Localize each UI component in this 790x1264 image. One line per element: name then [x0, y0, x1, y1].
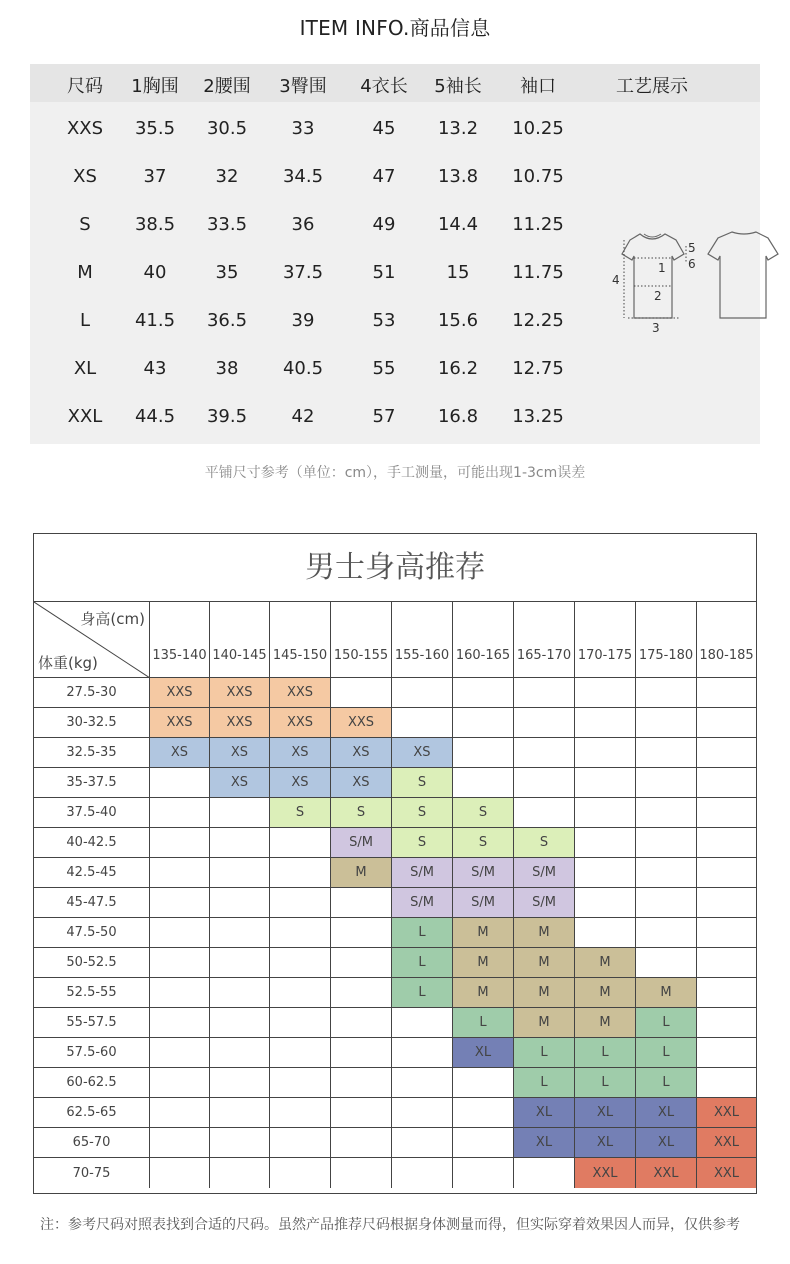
size-recommend-cell: [697, 1038, 756, 1068]
size-cell: 53: [372, 310, 396, 331]
size-recommend-cell: XL: [514, 1098, 575, 1128]
size-header-cell: 3臀围: [279, 76, 327, 97]
size-recommend-cell: [392, 1098, 453, 1128]
size-recommend-cell: [575, 738, 636, 768]
size-recommend-cell: [210, 828, 270, 858]
size-cell: 12.75: [512, 358, 564, 379]
size-recommend-cell: [150, 1038, 210, 1068]
size-recommend-cell: [210, 1008, 270, 1038]
size-recommend-cell: L: [636, 1008, 697, 1038]
size-recommend-cell: M: [453, 948, 514, 978]
size-cell: XXS: [66, 118, 104, 139]
height-header: 180-185: [697, 602, 756, 678]
diagram-label-4: 4: [612, 273, 620, 287]
weight-label: 27.5-30: [34, 678, 150, 708]
size-cell: 14.4: [437, 214, 479, 235]
size-recommend-cell: [331, 978, 392, 1008]
size-recommend-cell: [210, 918, 270, 948]
size-recommend-cell: [575, 768, 636, 798]
weight-label: 47.5-50: [34, 918, 150, 948]
size-recommend-cell: [150, 888, 210, 918]
size-recommend-cell: [514, 768, 575, 798]
height-header: 170-175: [575, 602, 636, 678]
size-recommend-cell: M: [575, 1008, 636, 1038]
diagram-label-3: 3: [652, 321, 660, 334]
size-recommend-cell: XS: [270, 768, 331, 798]
size-recommend-cell: [331, 1008, 392, 1038]
height-header: 150-155: [331, 602, 392, 678]
size-recommend-cell: [453, 1128, 514, 1158]
size-recommend-cell: [636, 738, 697, 768]
size-recommend-cell: [210, 1128, 270, 1158]
size-recommend-cell: [210, 888, 270, 918]
size-recommend-cell: XS: [150, 738, 210, 768]
weight-label: 62.5-65: [34, 1098, 150, 1128]
size-recommend-cell: [331, 1038, 392, 1068]
size-recommend-cell: [331, 1068, 392, 1098]
size-recommend-cell: [210, 858, 270, 888]
size-cell: 39.5: [206, 406, 248, 427]
size-recommend-cell: S: [514, 828, 575, 858]
size-recommend-cell: [636, 858, 697, 888]
size-header-cell: 尺码: [67, 76, 103, 97]
size-cell: 37.5: [282, 262, 324, 283]
size-recommend-cell: [636, 918, 697, 948]
weight-label: 57.5-60: [34, 1038, 150, 1068]
size-recommend-cell: L: [575, 1068, 636, 1098]
weight-label: 42.5-45: [34, 858, 150, 888]
size-recommend-cell: [270, 828, 331, 858]
weight-label: 50-52.5: [34, 948, 150, 978]
size-cell: M: [77, 262, 93, 283]
weight-label: 30-32.5: [34, 708, 150, 738]
size-recommend-cell: [636, 768, 697, 798]
size-recommend-cell: [453, 1098, 514, 1128]
size-recommend-cell: [270, 1158, 331, 1188]
size-recommend-cell: [150, 828, 210, 858]
size-cell: 51: [372, 262, 396, 283]
size-recommend-cell: [636, 948, 697, 978]
size-cell: 33.5: [206, 214, 248, 235]
size-recommend-cell: XL: [453, 1038, 514, 1068]
size-recommend-cell: S/M: [453, 858, 514, 888]
size-recommend-cell: [697, 768, 756, 798]
size-recommend-cell: [697, 918, 756, 948]
size-recommend-cell: XL: [514, 1128, 575, 1158]
size-recommend-cell: [453, 738, 514, 768]
size-recommend-cell: L: [514, 1038, 575, 1068]
weight-label: 70-75: [34, 1158, 150, 1188]
size-recommend-cell: [150, 948, 210, 978]
size-cell: 16.2: [437, 358, 479, 379]
height-header: 140-145: [210, 602, 270, 678]
size-recommend-cell: [697, 1008, 756, 1038]
corner-cell: [34, 602, 150, 678]
size-recommend-cell: [150, 1098, 210, 1128]
weight-label: 45-47.5: [34, 888, 150, 918]
size-cell: S: [79, 214, 91, 235]
size-cell: 36: [291, 214, 315, 235]
size-recommend-cell: [636, 798, 697, 828]
size-recommend-cell: XXL: [697, 1098, 756, 1128]
height-header: 175-180: [636, 602, 697, 678]
size-cell: 47: [372, 166, 396, 187]
size-recommend-cell: [392, 708, 453, 738]
height-header: 145-150: [270, 602, 331, 678]
size-cell: 11.75: [512, 262, 564, 283]
size-recommend-cell: [270, 978, 331, 1008]
size-recommend-cell: S/M: [514, 858, 575, 888]
size-recommend-cell: S/M: [392, 858, 453, 888]
size-cell: 57: [372, 406, 396, 427]
size-recommend-cell: [392, 1068, 453, 1098]
size-recommend-cell: S: [392, 768, 453, 798]
size-recommend-cell: L: [514, 1068, 575, 1098]
size-recommend-cell: [697, 1068, 756, 1098]
size-cell: 36.5: [206, 310, 248, 331]
size-recommend-cell: [453, 1158, 514, 1188]
size-recommend-cell: L: [392, 948, 453, 978]
size-recommend-cell: [514, 798, 575, 828]
size-recommend-cell: [331, 1128, 392, 1158]
size-recommend-cell: [636, 678, 697, 708]
corner-height-label: 身高(cm): [80, 610, 145, 628]
size-cell: 33: [291, 118, 315, 139]
size-recommend-cell: [575, 888, 636, 918]
weight-label: 40-42.5: [34, 828, 150, 858]
size-recommend-cell: [697, 678, 756, 708]
size-recommend-cell: [270, 948, 331, 978]
size-recommend-cell: [270, 858, 331, 888]
size-recommend-cell: [697, 708, 756, 738]
size-recommend-cell: [575, 678, 636, 708]
size-recommend-cell: [150, 768, 210, 798]
size-cell: 37: [143, 166, 167, 187]
size-recommend-cell: S: [331, 798, 392, 828]
size-recommend-cell: [392, 1128, 453, 1158]
size-recommend-cell: [697, 858, 756, 888]
size-recommend-cell: [150, 1128, 210, 1158]
size-recommend-cell: [697, 798, 756, 828]
size-cell: 41.5: [134, 310, 176, 331]
bottom-note: 注：参考尺码对照表找到合适的尺码。虽然产品推荐尺码根据身体测量而得，但实际穿着效果因人而异，仅供参考: [40, 1217, 740, 1233]
size-recommend-cell: [575, 918, 636, 948]
height-header: 135-140: [150, 602, 210, 678]
size-recommend-cell: [331, 888, 392, 918]
size-recommend-cell: XXL: [697, 1158, 756, 1188]
size-recommend-cell: M: [575, 978, 636, 1008]
size-recommend-cell: M: [514, 1008, 575, 1038]
size-recommend-cell: S: [453, 828, 514, 858]
size-recommend-cell: [331, 948, 392, 978]
size-recommend-cell: [210, 1038, 270, 1068]
size-recommend-cell: [697, 888, 756, 918]
size-recommend-cell: [697, 948, 756, 978]
diagram-label-5: 5: [688, 241, 696, 255]
size-recommend-cell: XS: [331, 738, 392, 768]
size-recommend-cell: S/M: [514, 888, 575, 918]
height-header: 160-165: [453, 602, 514, 678]
size-recommend-cell: [514, 1158, 575, 1188]
size-cell: 42: [291, 406, 315, 427]
size-recommend-cell: XS: [270, 738, 331, 768]
size-recommend-cell: [150, 1068, 210, 1098]
size-recommend-cell: [270, 888, 331, 918]
size-recommend-cell: [697, 978, 756, 1008]
size-recommend-cell: [331, 678, 392, 708]
size-recommend-cell: [636, 828, 697, 858]
size-recommend-cell: [453, 678, 514, 708]
page-title: ITEM INFO.商品信息: [299, 16, 491, 40]
size-cell: 40.5: [282, 358, 324, 379]
size-recommend-cell: XL: [575, 1128, 636, 1158]
size-recommend-cell: M: [331, 858, 392, 888]
size-cell: 38.5: [134, 214, 176, 235]
size-recommend-cell: S/M: [453, 888, 514, 918]
size-recommend-cell: XS: [392, 738, 453, 768]
size-recommend-cell: [210, 798, 270, 828]
size-cell: 35.5: [134, 118, 176, 139]
size-recommend-cell: XXL: [636, 1158, 697, 1188]
size-cell: 13.2: [437, 118, 479, 139]
size-cell: 15: [446, 262, 470, 283]
weight-label: 32.5-35: [34, 738, 150, 768]
height-recommend-table: [33, 533, 757, 1194]
size-recommend-cell: XL: [636, 1128, 697, 1158]
size-recommend-cell: [331, 1098, 392, 1128]
size-recommend-cell: [575, 858, 636, 888]
size-recommend-cell: M: [575, 948, 636, 978]
size-recommend-cell: XS: [331, 768, 392, 798]
size-cell: 13.8: [437, 166, 479, 187]
weight-label: 65-70: [34, 1128, 150, 1158]
size-recommend-cell: M: [453, 918, 514, 948]
size-header-cell: 4衣长: [360, 76, 408, 97]
size-recommend-cell: XXL: [697, 1128, 756, 1158]
size-cell: 30.5: [206, 118, 248, 139]
size-cell: XS: [73, 166, 97, 187]
size-recommend-cell: [270, 1008, 331, 1038]
size-recommend-cell: [636, 888, 697, 918]
size-recommend-cell: S: [392, 798, 453, 828]
size-cell: 49: [372, 214, 396, 235]
size-recommend-cell: [392, 1038, 453, 1068]
size-recommend-cell: [210, 1098, 270, 1128]
size-cell: L: [79, 310, 91, 331]
size-recommend-cell: S: [392, 828, 453, 858]
size-recommend-cell: [210, 948, 270, 978]
size-recommend-cell: [150, 858, 210, 888]
size-recommend-cell: [575, 708, 636, 738]
size-recommend-cell: [575, 828, 636, 858]
weight-label: 55-57.5: [34, 1008, 150, 1038]
size-cell: XL: [73, 358, 97, 379]
size-recommend-cell: [270, 1068, 331, 1098]
weight-label: 60-62.5: [34, 1068, 150, 1098]
size-header-cell: 工艺展示: [616, 76, 688, 97]
size-recommend-cell: S/M: [331, 828, 392, 858]
size-recommend-cell: L: [392, 918, 453, 948]
tshirt-diagram-icon: [610, 214, 790, 334]
size-recommend-cell: M: [514, 948, 575, 978]
size-recommend-cell: L: [392, 978, 453, 1008]
recommend-title: 男士身高推荐: [34, 534, 756, 602]
size-recommend-cell: M: [636, 978, 697, 1008]
size-recommend-cell: XXS: [150, 708, 210, 738]
size-table: [30, 64, 760, 444]
size-recommend-cell: [453, 768, 514, 798]
size-cell: 10.75: [512, 166, 564, 187]
size-recommend-cell: [150, 978, 210, 1008]
size-recommend-cell: [331, 1158, 392, 1188]
size-recommend-cell: XXS: [331, 708, 392, 738]
size-recommend-cell: [514, 678, 575, 708]
size-cell: 34.5: [282, 166, 324, 187]
diagram-label-1: 1: [658, 261, 666, 275]
size-recommend-cell: S/M: [392, 888, 453, 918]
size-recommend-cell: [150, 798, 210, 828]
diagram-label-6: 6: [688, 257, 696, 271]
size-recommend-cell: S: [453, 798, 514, 828]
measure-note: 平铺尺寸参考（单位：cm），手工测量，可能出现1-3cm误差: [204, 465, 586, 481]
size-recommend-cell: [514, 738, 575, 768]
size-recommend-cell: L: [575, 1038, 636, 1068]
size-header-cell: 袖口: [520, 76, 556, 97]
size-recommend-cell: XXS: [270, 708, 331, 738]
size-recommend-cell: [270, 1128, 331, 1158]
size-recommend-cell: [575, 798, 636, 828]
size-recommend-cell: [270, 918, 331, 948]
size-recommend-cell: [514, 708, 575, 738]
size-cell: 55: [372, 358, 396, 379]
height-header: 165-170: [514, 602, 575, 678]
weight-label: 35-37.5: [34, 768, 150, 798]
size-recommend-cell: [150, 1008, 210, 1038]
size-cell: 45: [372, 118, 396, 139]
size-cell: 12.25: [512, 310, 564, 331]
diagram-label-2: 2: [654, 289, 662, 303]
size-recommend-cell: [210, 1068, 270, 1098]
size-recommend-cell: [697, 828, 756, 858]
craft-diagram: [610, 214, 790, 334]
size-recommend-cell: XL: [575, 1098, 636, 1128]
weight-label: 52.5-55: [34, 978, 150, 1008]
size-cell: 32: [215, 166, 239, 187]
size-cell: 13.25: [512, 406, 564, 427]
size-recommend-cell: [270, 1038, 331, 1068]
size-recommend-cell: [453, 708, 514, 738]
size-recommend-cell: XXS: [150, 678, 210, 708]
size-cell: 44.5: [134, 406, 176, 427]
size-recommend-cell: [453, 1068, 514, 1098]
size-recommend-cell: XXS: [210, 708, 270, 738]
size-recommend-cell: [210, 1158, 270, 1188]
size-recommend-cell: M: [453, 978, 514, 1008]
size-recommend-cell: [392, 1158, 453, 1188]
size-recommend-cell: [150, 1158, 210, 1188]
size-recommend-cell: XXL: [575, 1158, 636, 1188]
size-recommend-cell: S: [270, 798, 331, 828]
size-cell: 10.25: [512, 118, 564, 139]
size-recommend-cell: [331, 918, 392, 948]
size-cell: 11.25: [512, 214, 564, 235]
weight-label: 37.5-40: [34, 798, 150, 828]
size-recommend-cell: XXS: [270, 678, 331, 708]
size-recommend-cell: XS: [210, 738, 270, 768]
size-cell: XXL: [67, 406, 103, 427]
size-recommend-cell: XS: [210, 768, 270, 798]
size-recommend-cell: L: [636, 1068, 697, 1098]
corner-weight-label: 体重(kg): [38, 654, 98, 672]
size-recommend-cell: [210, 978, 270, 1008]
size-recommend-cell: [392, 678, 453, 708]
size-cell: 39: [291, 310, 315, 331]
size-recommend-cell: [150, 918, 210, 948]
size-recommend-cell: [270, 1098, 331, 1128]
size-recommend-cell: M: [514, 918, 575, 948]
size-recommend-cell: [392, 1008, 453, 1038]
size-header-cell: 5袖长: [434, 76, 482, 97]
size-header-cell: 2腰围: [203, 76, 251, 97]
size-cell: 38: [215, 358, 239, 379]
size-cell: 40: [143, 262, 167, 283]
size-cell: 43: [143, 358, 167, 379]
size-recommend-cell: XXS: [210, 678, 270, 708]
size-cell: 16.8: [437, 406, 479, 427]
size-header-cell: 1胸围: [131, 76, 179, 97]
height-header: 155-160: [392, 602, 453, 678]
size-recommend-cell: [697, 738, 756, 768]
size-recommend-cell: L: [636, 1038, 697, 1068]
size-cell: 35: [215, 262, 239, 283]
size-recommend-cell: [636, 708, 697, 738]
size-cell: 15.6: [437, 310, 479, 331]
size-recommend-cell: XL: [636, 1098, 697, 1128]
size-recommend-cell: L: [453, 1008, 514, 1038]
size-recommend-cell: M: [514, 978, 575, 1008]
